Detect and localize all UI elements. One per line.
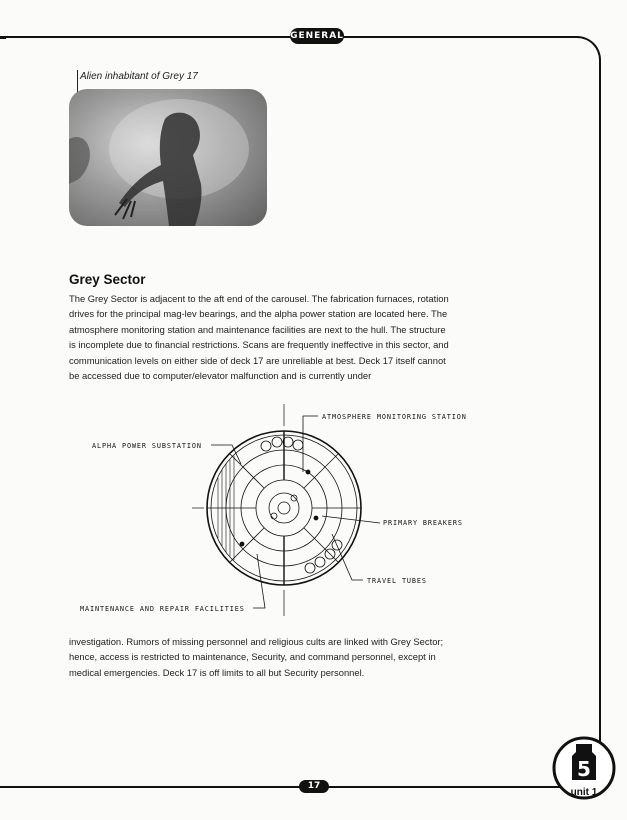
alien-photo (69, 89, 267, 226)
alien-silhouette (69, 89, 267, 226)
section-label: GENERAL (290, 28, 344, 44)
label-primary-breakers: PRIMARY BREAKERS (383, 519, 463, 527)
frame-edge (0, 36, 6, 39)
label-alpha-power-substation: ALPHA POWER SUBSTATION (92, 442, 202, 450)
badge-number: 5 (577, 757, 591, 781)
body-paragraph-1: The Grey Sector is adjacent to the aft end of the carousel. The fabrication furnaces, rotation drives for the principal mag-lev bearings, and the alpha power station are located here. The atmosphere monitoring station and maintenance facilities are next to the hull. The structure is incomplete due to financial restrictions. Scans are frequently ineffective in this sector, and communication levels on either side of deck 17 are unreliable at best. Deck 17 itself cannot be accessed due to computer/elevator malfunction and is currently under (69, 293, 449, 382)
body-paragraph-2: investigation. Rumors of missing personnel and religious cults are linked with Grey Sector; hence, access is restricted to maintenance, Security, and command personnel, except in medical emergencies. Deck 17 is off limits to all but Security personnel. (69, 636, 444, 678)
label-atmosphere-monitoring-station: ATMOSPHERE MONITORING STATION (322, 413, 467, 421)
page-number: 17 (299, 780, 329, 793)
label-travel-tubes: TRAVEL TUBES (367, 577, 427, 585)
figure-caption: Alien inhabitant of Grey 17 (80, 71, 198, 82)
label-maintenance-and-repair-facilities: MAINTENANCE AND REPAIR FACILITIES (80, 605, 245, 613)
section-heading: Grey Sector (69, 272, 146, 287)
grey-sector-diagram (70, 404, 550, 626)
unit-label: unit 1 (570, 787, 598, 798)
